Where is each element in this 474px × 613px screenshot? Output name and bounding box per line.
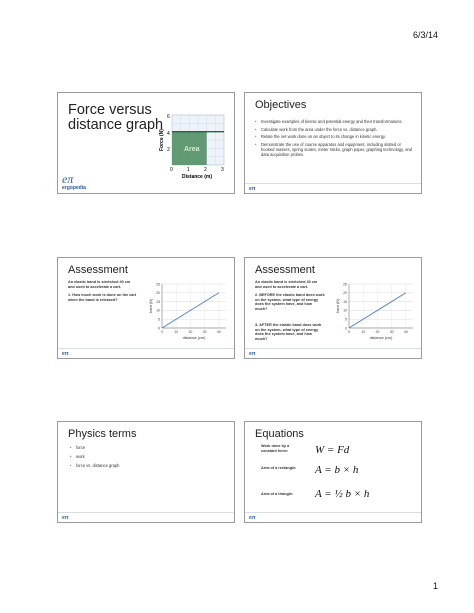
question-2	[255, 293, 325, 312]
title-line-2: distance graph	[68, 117, 164, 134]
y-tick-label: 0	[158, 326, 160, 331]
list-item: • Relate the net work done on an object to its change in kinetic energy.	[255, 134, 413, 139]
slide-force-distance[interactable]	[57, 92, 235, 194]
y-axis-label: force (N)	[336, 298, 340, 314]
slide-title: Equations	[255, 428, 304, 440]
slide-assessment-2[interactable]	[244, 257, 422, 359]
logo-text: ergopedia	[62, 185, 86, 191]
x-axis-label: Distance (m)	[182, 174, 213, 179]
y-tick-label: 20	[343, 291, 347, 296]
y-tick-label: 20	[156, 291, 160, 296]
y-tick-label: 10	[343, 308, 347, 313]
footer-logo-icon: eπ	[249, 515, 256, 521]
y-tick-label: 25	[343, 282, 347, 287]
question-text: AFTER the elastic band does work on the system, what type of energy does the system have, and how much?	[255, 323, 322, 342]
question-number: 3.	[255, 323, 259, 327]
slide-footer	[58, 512, 234, 522]
question-number: 1.	[68, 293, 73, 297]
question-number: 2.	[255, 293, 259, 297]
y-tick-label: 15	[156, 299, 160, 304]
equation-label: Work done by a constant force:	[261, 444, 290, 453]
force-distance-chart	[335, 280, 417, 342]
logo-symbol: eπ	[62, 172, 74, 186]
y-tick-label: 25	[156, 282, 160, 287]
question-text: BEFORE the elastic band does work on the system, what type of energy does the system have, and how much?	[255, 293, 325, 312]
footer-logo-icon: eπ	[249, 351, 256, 357]
equation-label: Area of a rectangle:	[261, 466, 297, 470]
x-tick-label: 20	[188, 330, 193, 334]
slide-title: Objectives	[255, 99, 307, 111]
slide-footer	[58, 348, 234, 358]
force-distance-graph	[158, 111, 228, 179]
list-item: • work	[70, 454, 220, 459]
equation-rectangle: A = b × h	[315, 464, 359, 476]
objectives-list	[255, 119, 413, 160]
slide-footer	[245, 183, 421, 193]
question-1	[68, 293, 138, 302]
list-item: • Investigate examples of kinetic and potential energy and their transformations.	[255, 119, 413, 124]
y-tick-label: 10	[156, 308, 160, 313]
y-tick: 2	[167, 147, 170, 153]
terms-list	[70, 445, 220, 471]
y-tick: 4	[167, 131, 170, 137]
equation-label: Area of a triangle:	[261, 492, 294, 496]
footer-logo-icon: eπ	[62, 515, 69, 521]
x-tick-label: 0	[161, 330, 163, 334]
x-tick: 2	[204, 167, 207, 173]
y-tick-label: 5	[345, 317, 347, 322]
list-item: • Calculate work from the area under the force vs. distance graph.	[255, 127, 413, 132]
x-tick: 3	[221, 167, 224, 173]
x-tick-label: 10	[174, 330, 179, 334]
question-3	[255, 323, 325, 342]
force-distance-chart	[148, 280, 230, 342]
list-item: • force	[70, 445, 220, 450]
y-axis-label: Force (N)	[159, 129, 165, 151]
x-tick-label: 30	[202, 330, 207, 334]
slide-title: Assessment	[255, 264, 315, 276]
slide-title	[68, 103, 163, 133]
footer-logo-icon: eπ	[249, 186, 256, 192]
x-tick: 0	[170, 167, 173, 173]
slide-objectives[interactable]	[244, 92, 422, 194]
y-axis-label: force (N)	[149, 298, 153, 314]
slide-footer	[245, 348, 421, 358]
equation-triangle: A = ½ b × h	[315, 488, 370, 500]
assessment-intro: An elastic band is stretched 40 cm and used to accelerate a cart.	[68, 280, 131, 289]
x-tick-label: 40	[216, 330, 221, 334]
y-tick-label: 15	[343, 299, 347, 304]
x-tick-label: 30	[389, 330, 394, 334]
ergopedia-logo	[62, 173, 86, 191]
slide-title: Physics terms	[68, 428, 137, 440]
list-item: • Demonstrate the use of course apparatus and equipment, including slotted or hooked masses, spring scales, meter sticks, graph paper, graphing technology, and data acquisition probes.	[255, 142, 413, 157]
area-label: Area	[184, 146, 200, 153]
x-axis-label: distance (cm)	[182, 336, 206, 340]
x-tick-label: 10	[361, 330, 366, 334]
footer-logo-icon: eπ	[62, 351, 69, 357]
page-date: 6/3/14	[412, 30, 438, 40]
slide-assessment-1[interactable]	[57, 257, 235, 359]
y-tick: 6	[167, 114, 170, 120]
slide-title: Assessment	[68, 264, 128, 276]
equation-work: W = Fd	[315, 444, 350, 456]
x-tick-label: 20	[375, 330, 380, 334]
x-tick-label: 0	[348, 330, 350, 334]
assessment-intro: An elastic band is stretched 40 cm and used to accelerate a cart.	[255, 280, 318, 289]
list-item: • force vs. distance graph	[70, 463, 220, 468]
question-text: How much work is done on the cart when the band is released?	[68, 293, 137, 302]
y-tick-label: 0	[345, 326, 347, 331]
slide-equations[interactable]	[244, 421, 422, 523]
x-axis-label: distance (cm)	[369, 336, 393, 340]
x-tick: 1	[187, 167, 190, 173]
y-tick-label: 5	[158, 317, 160, 322]
slide-footer	[245, 512, 421, 522]
title-line-1: Force versus	[68, 102, 152, 118]
x-tick-label: 40	[403, 330, 408, 334]
page-number: 1	[432, 581, 438, 591]
slide-physics-terms[interactable]	[57, 421, 235, 523]
